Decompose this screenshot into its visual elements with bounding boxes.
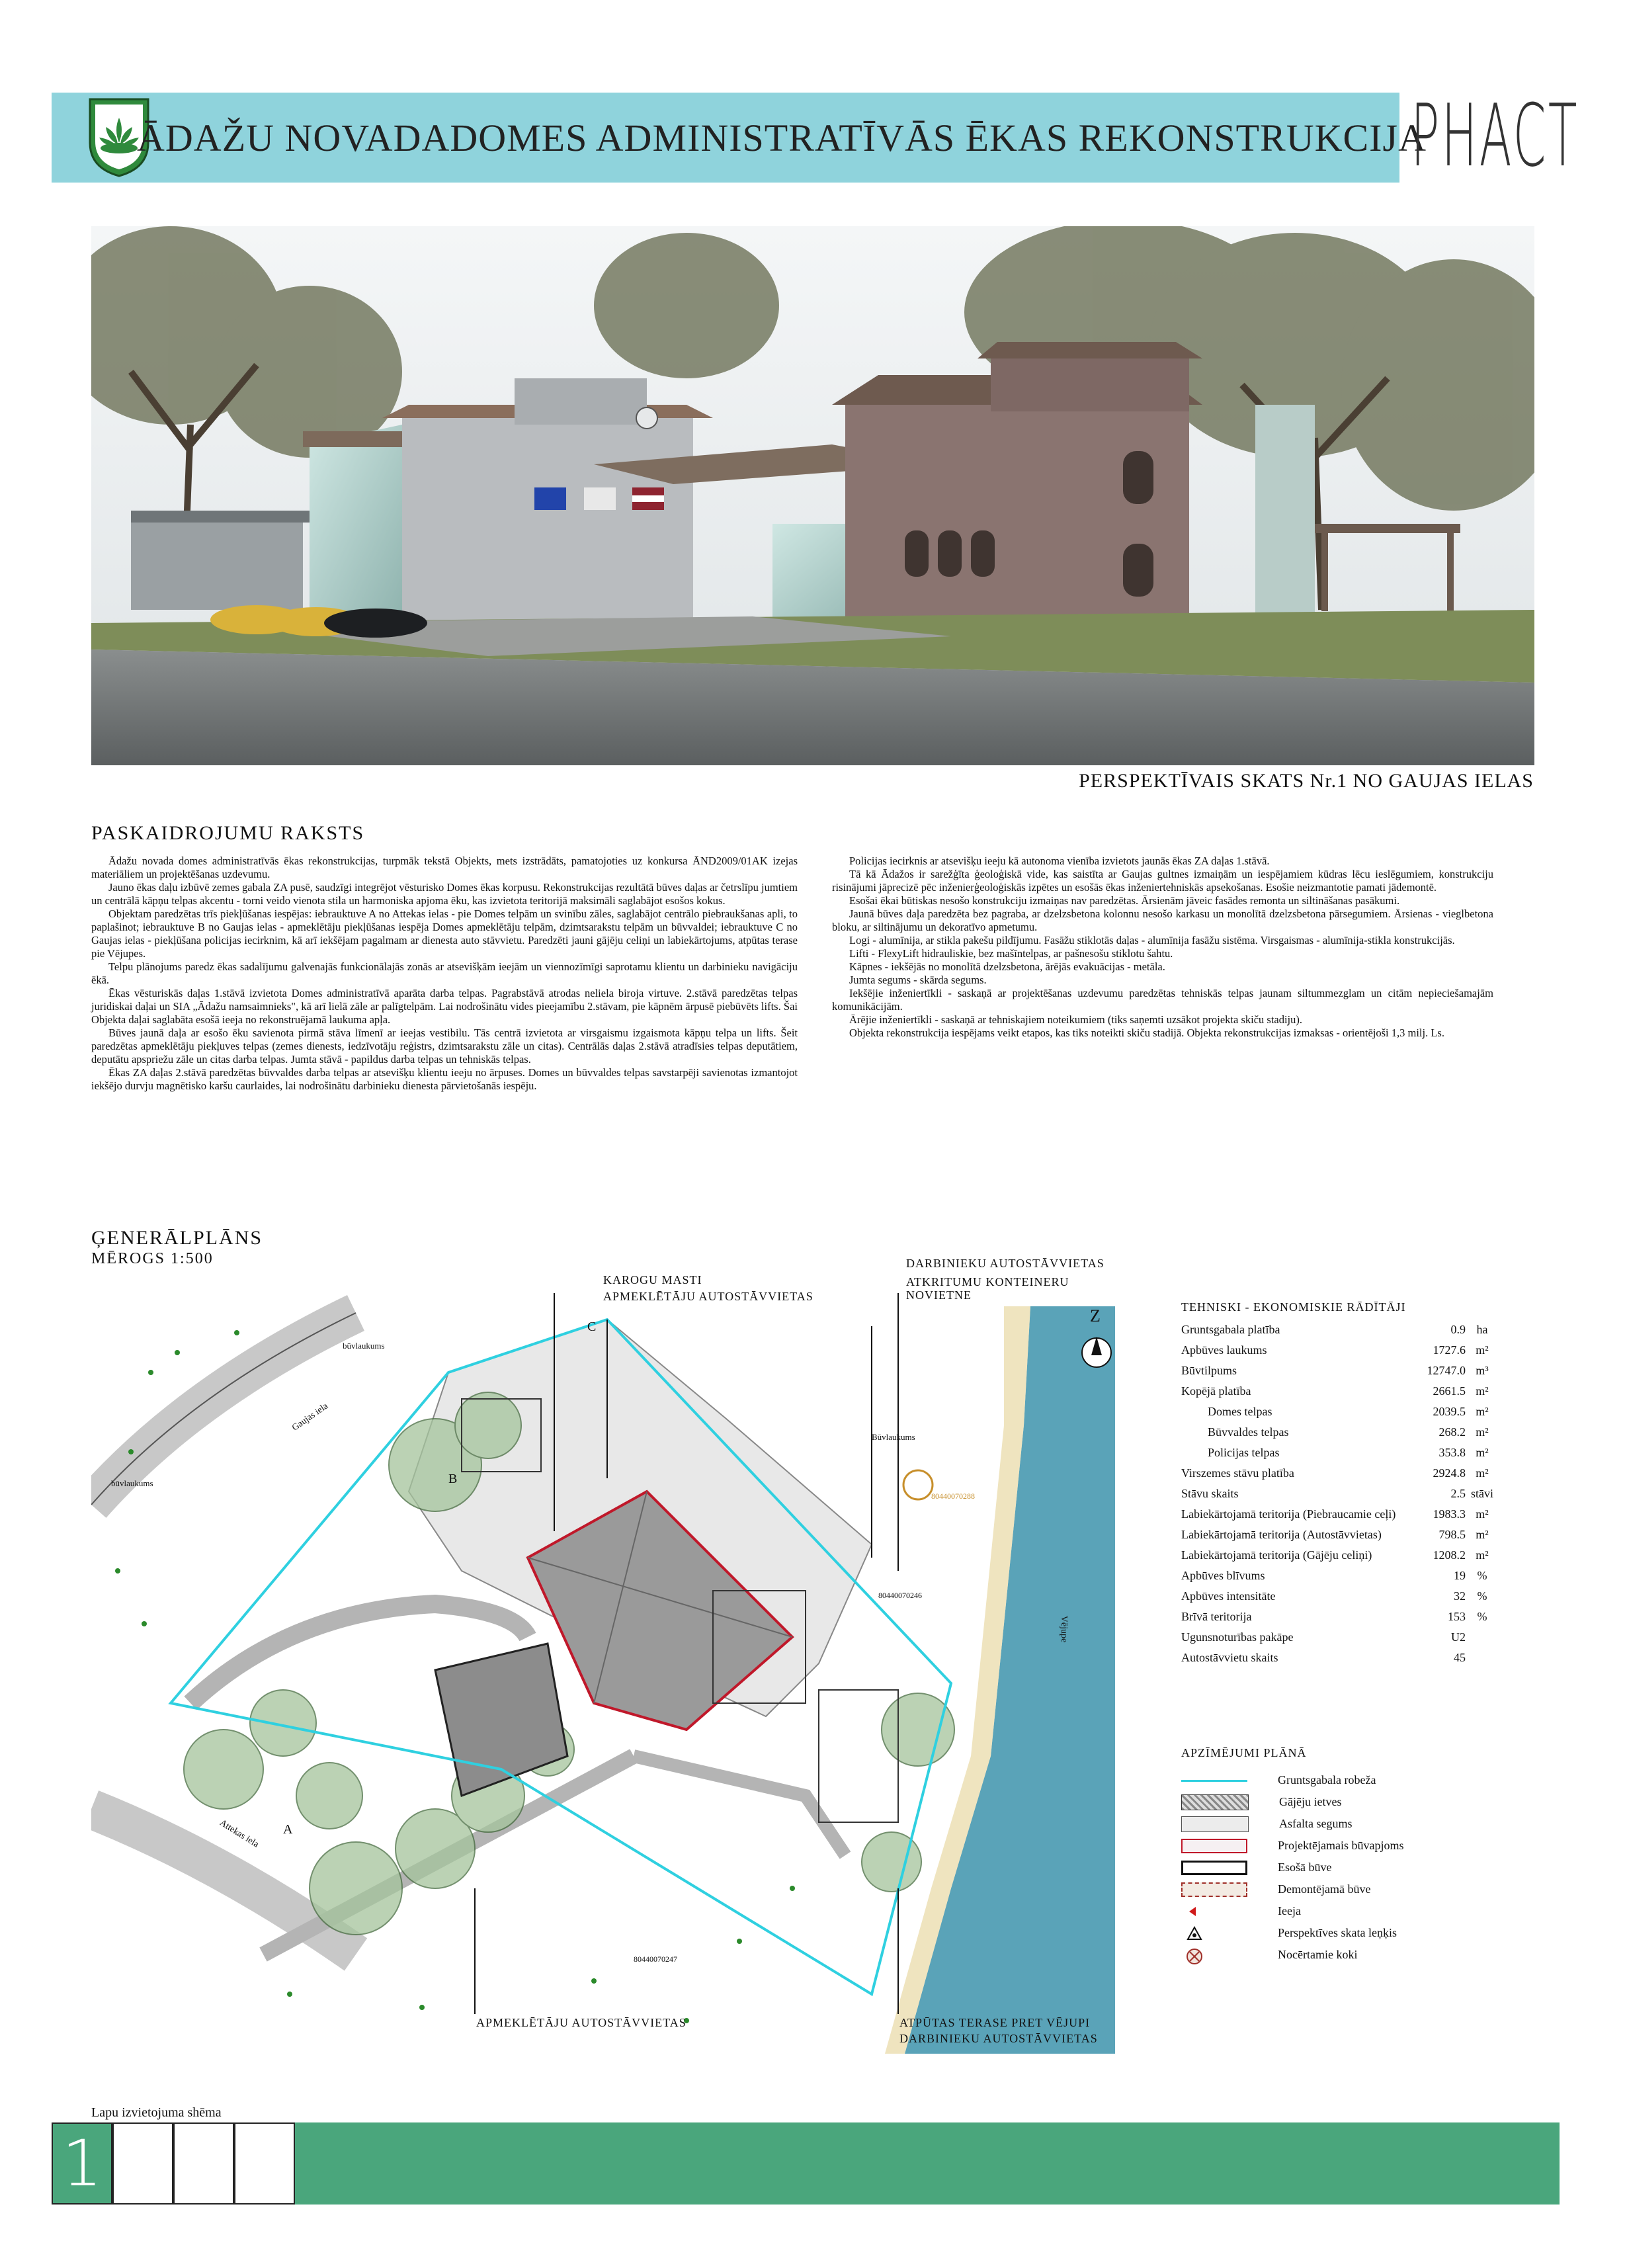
- tech-row-value: 2.5: [1450, 1487, 1466, 1500]
- tech-row: [1181, 1463, 1499, 1484]
- legend-label: Projektējamais būvapjoms: [1278, 1839, 1404, 1852]
- tech-row-unit: m³: [1476, 1364, 1489, 1377]
- callout-waste: ATKRITUMU KONTEINERU: [906, 1275, 1069, 1288]
- tech-row-label: Autostāvvietu skaits: [1181, 1651, 1278, 1664]
- paragraph: Ārējie inženiertīkli - saskaņā ar tehniskajiem noteikumiem (tiks saņemti uzsākot projekta skiču stadiju).: [849, 1013, 1303, 1026]
- title-box: [137, 93, 1427, 183]
- callout-staff-parking: DARBINIEKU AUTOSTĀVVIETAS: [906, 1257, 1104, 1270]
- tech-row-label: Ugunsnoturības pakāpe: [1181, 1630, 1294, 1644]
- callout-visitor-parking: APMEKLĒTĀJU AUTOSTĀVVIETAS: [476, 2016, 687, 2029]
- tech-row-unit: %: [1477, 1610, 1487, 1623]
- tech-row: [1181, 1320, 1499, 1340]
- callout-staff-parking: DARBINIEKU AUTOSTĀVVIETAS: [899, 2032, 1098, 2045]
- buvlaukums-label: Būvlaukums: [872, 1432, 915, 1442]
- tech-row: [1181, 1566, 1499, 1586]
- tech-row-label: Būvvaldes telpas: [1208, 1425, 1289, 1439]
- legend-label: Esošā būve: [1278, 1861, 1332, 1874]
- paragraph: Logi - alumīnija, ar stikla pakešu pildījumu. Fasāžu stiklotās daļas - alumīnija fasāžu sistēma. Virsgaismas - alumīnija-stikla konstrukcijās.: [849, 934, 1455, 946]
- north-label: Z: [1090, 1306, 1101, 1325]
- legend-item: [1181, 1857, 1525, 1878]
- plan-legend: [1181, 1746, 1525, 1966]
- tech-row-label: Apbūves blīvums: [1181, 1569, 1265, 1582]
- tech-row: [1181, 1545, 1499, 1566]
- tech-row-label: Labiekārtojamā teritorija (Piebraucamie ceļi): [1181, 1507, 1396, 1521]
- tech-row-unit: m²: [1476, 1446, 1489, 1459]
- explanation-title: PASKAIDROJUMU RAKSTS: [91, 822, 365, 844]
- river-label: Vējupe: [1059, 1615, 1069, 1643]
- tech-row: [1181, 1340, 1499, 1361]
- plan-title: ĢENERĀLPLĀNS: [91, 1227, 263, 1249]
- legend-label: Nocērtamie koki: [1278, 1948, 1358, 1961]
- tech-row-value: 0.9: [1450, 1323, 1466, 1336]
- tech-row: [1181, 1504, 1499, 1525]
- tech-row: [1181, 1607, 1499, 1627]
- perspective-render: [91, 226, 1534, 765]
- legend-label: Demontējamā būve: [1278, 1882, 1371, 1896]
- tech-row-value: 353.8: [1438, 1446, 1466, 1459]
- callout-terrace: ATPŪTAS TERASE PRET VĒJUPI: [899, 2016, 1091, 2029]
- paragraph: Kāpnes - iekšējās no monolītā dzelzsbetona, ārējās evakuācijas - metāla.: [849, 960, 1165, 973]
- page-layout-scheme: [52, 2122, 300, 2205]
- tech-row: [1181, 1525, 1499, 1545]
- legend-item: [1181, 1878, 1525, 1900]
- legend-item: [1181, 1900, 1525, 1922]
- tech-table: [1181, 1300, 1499, 1668]
- paragraph: Jumta segums - skārda segums.: [849, 974, 987, 986]
- tech-row-value: 2924.8: [1433, 1466, 1466, 1480]
- tech-row-label: Labiekārtojamā teritorija (Autostāvvietas): [1181, 1528, 1382, 1541]
- street-label: Gaujas iela: [290, 1401, 330, 1433]
- tech-row-unit: m²: [1476, 1405, 1489, 1418]
- tech-row-unit: m²: [1476, 1466, 1489, 1480]
- tech-row: [1181, 1402, 1499, 1422]
- paragraph: Policijas iecirknis ar atsevišķu ieeju kā autonoma vienība izvietots jaunās ēkas ZA daļas 1.stāvā.: [849, 855, 1270, 867]
- tech-row: [1181, 1648, 1499, 1668]
- street-label: Attekas iela: [218, 1818, 261, 1850]
- tech-row: [1181, 1627, 1499, 1648]
- tech-row: [1181, 1381, 1499, 1402]
- tech-row-value: 2661.5: [1433, 1384, 1466, 1398]
- legend-item: [1181, 1791, 1525, 1813]
- paragraph: Ēkas vēsturiskās daļas 1.stāvā izvietota Domes administratīvā aparāta darba telpas. Pagrabstāvā atrodas neliela biroja virtuve. 2.stāvā paredzētas telpas juridiskai daļai un SIA „Ādažu namsaimnieks", kā arī lielā zāle ar palīgtelpām. Lai nodrošinātu vides pieejamību 2.stāvam, pie kāpnēm ārpusē piebūvēts lifts. Šai Objekta daļai saglabāta esošā ieeja no rekonstruējamā laukuma apļa.: [91, 987, 798, 1026]
- paragraph: Tā kā Ādažos ir sarežģīta ģeoloģiskā vide, kas saistīta ar Gaujas gultnes izmaiņām un iespējamiem kūdras lēcu ieslēgumiem, konstrukciju risinājumi jāprecizē pēc inženierģeoloģiskās izpētes un esošās ēkas inženiertehniskās apsekošanas. Esošie neizmantotie pamati jādemontē.: [832, 868, 1493, 894]
- access-label: A: [283, 1822, 293, 1837]
- tech-row-label: Stāvu skaits: [1181, 1487, 1239, 1500]
- tech-row-value: 2039.5: [1433, 1405, 1466, 1418]
- page-cell: 1: [52, 2122, 112, 2205]
- legend-label: Ieeja: [1278, 1904, 1301, 1917]
- tech-row-value: 1208.2: [1433, 1548, 1466, 1562]
- brand-text: PHACT: [1410, 85, 1579, 186]
- legend-item: [1181, 1769, 1525, 1791]
- page-title: ĀDAŽU NOVADADOMES ADMINISTRATĪVĀS ĒKAS REKONSTRUKCIJA: [137, 116, 1427, 159]
- tech-row: [1181, 1586, 1499, 1607]
- buvlaukums-label: būvlaukums: [111, 1478, 153, 1488]
- tech-row-unit: m²: [1476, 1528, 1489, 1541]
- cadastre-label: 80440070288: [931, 1491, 975, 1501]
- access-label: B: [448, 1472, 458, 1486]
- tech-row-value: 32: [1454, 1589, 1466, 1603]
- paragraph: Ēkas ZA daļas 2.stāvā paredzētas būvvaldes darba telpas ar atsevišķu klientu ieeju no ārpuses. Domes un būvvaldes telpas savstarpēji savienotas izmantojot iekšējo durvju magnētisko karšu caurlaides, lai nodrošinātu darbinieku dienesta pārvietošanās iespēju.: [91, 1066, 798, 1092]
- paragraph: Esošai ēkai būtiskas nesošo konstrukciju izmaiņas nav paredzētas. Ārsienām jāveic fasādes remonta un siltināšanas pasākumi.: [849, 894, 1400, 907]
- paragraph: Jauno ēkas daļu izbūvē zemes gabala ZA pusē, saudzīgi integrējot vēsturisko Domes ēkas korpusu. Rekonstrukcijas rezultātā būves daļas ar četrslīpu jumtiem un centrālā kāpņu telpas akcentu - torni veido vienota stila un harmoniska apjoma ēku, kas izvietota teritorijā maksimāli saglabājot esošos kokus.: [91, 881, 798, 907]
- hatched-gray-symbol: [1181, 1794, 1249, 1810]
- paragraph: Būves jaunā daļa ar esošo ēku savienota pirmā stāva līmenī ar ieejas vestibilu. Tās centrā izvietota ar virsgaismu izgaismota kāpņu telpa un lifts. Šeit paredzētas apmeklētāju piekļuves telpas (zemes dienests, iedzīvotāju reģistrs, dzimtsarakstu zāle un citas). Centrālās daļas 2.stāvā atradīsies telpas deputātiem, deputātu apspriežu zāle un citas darba telpas. Jumta stāvā - papildus darba telpas un tehniskās telpas.: [91, 1027, 798, 1066]
- tech-row-label: Apbūves laukums: [1181, 1343, 1267, 1357]
- paragraph: Jaunā būves daļa paredzēta bez pagraba, ar dzelzsbetona kolonnu nesošo karkasu un monolītā dzelzsbetona pārsegumiem. Ārsienas - vieglbetona bloku, ar siltinājumu un dekoratīvo apmetumu.: [832, 907, 1493, 933]
- tech-title: TEHNISKI - EKONOMISKIE RĀDĪTĀJI: [1181, 1300, 1406, 1314]
- legend-item: [1181, 1813, 1525, 1835]
- tech-row-label: Domes telpas: [1208, 1405, 1272, 1418]
- red-outline-box-symbol: [1181, 1839, 1247, 1853]
- callout-waste: NOVIETNE: [906, 1288, 972, 1302]
- tech-row-unit: %: [1477, 1589, 1487, 1603]
- legend-title: APZĪMĒJUMI PLĀNĀ: [1181, 1746, 1307, 1759]
- brand-logo: [1410, 79, 1579, 192]
- tech-row: [1181, 1422, 1499, 1443]
- page-cell: [112, 2122, 173, 2205]
- tech-row-value: 1983.3: [1433, 1507, 1466, 1521]
- tech-row-label: Virszemes stāvu platība: [1181, 1466, 1294, 1480]
- page-cell: [234, 2122, 295, 2205]
- tech-row-unit: %: [1477, 1569, 1487, 1582]
- callout-flag-poles: KAROGU MASTI: [603, 1273, 702, 1286]
- tech-row-label: Apbūves intensitāte: [1181, 1589, 1276, 1603]
- plan-scale: MĒROGS 1:500: [91, 1250, 214, 1267]
- light-gray-box-symbol: [1181, 1816, 1249, 1832]
- tech-row-label: Policijas telpas: [1208, 1446, 1280, 1459]
- tech-row-label: Kopējā platība: [1181, 1384, 1251, 1398]
- explanation-left-column: [91, 855, 798, 1093]
- page-cell: [173, 2122, 234, 2205]
- tech-row-value: U2: [1451, 1630, 1466, 1644]
- tech-row-unit: m²: [1476, 1507, 1489, 1521]
- layout-scheme-label: Lapu izvietojuma shēma: [91, 2105, 222, 2120]
- legend-item: [1181, 1944, 1525, 1966]
- tech-row-unit: m²: [1476, 1548, 1489, 1562]
- hero-caption: PERSPEKTĪVAIS SKATS Nr.1 NO GAUJAS IELAS: [1079, 770, 1534, 792]
- tech-row-value: 153: [1448, 1610, 1466, 1623]
- paragraph: Objekta rekonstrukcija iespējams veikt etapos, kas tiks noteikti skiču stadijā. Objekta rekonstrukcijas izmaksas - orientējoši 1,3 milj. Ls.: [849, 1027, 1444, 1039]
- tech-row: [1181, 1484, 1499, 1504]
- tech-row-value: 1727.6: [1433, 1343, 1466, 1357]
- tech-row-unit: stāvi: [1471, 1487, 1493, 1500]
- paragraph: Lifti - FlexyLift hidrauliskie, bez mašīntelpas, ar pašnesošu stiklotu šahtu.: [849, 947, 1173, 960]
- explanation-right-column: [832, 855, 1493, 1040]
- tech-row-value: 268.2: [1438, 1425, 1466, 1439]
- paragraph: Ādažu novada domes administratīvās ēkas rekonstrukcijas, turpmāk tekstā Objekts, mets izstrādāts, pamatojoties uz konkursa ĀND2009/01AK izejas materiāliem un projektēšanas uzdevumu.: [91, 855, 798, 880]
- cadastre-label: 80440070247: [634, 1954, 677, 1964]
- tech-row: [1181, 1443, 1499, 1463]
- view-angle-icon: [1181, 1926, 1247, 1941]
- legend-item: [1181, 1835, 1525, 1857]
- black-outline-box-symbol: [1181, 1861, 1247, 1875]
- legend-item: [1181, 1922, 1525, 1944]
- dashed-red-box-symbol: [1181, 1882, 1247, 1897]
- legend-label: Asfalta segums: [1279, 1817, 1353, 1830]
- tech-row-label: Būvtilpums: [1181, 1364, 1237, 1377]
- legend-label: Gājēju ietves: [1279, 1795, 1342, 1808]
- tech-row: [1181, 1361, 1499, 1381]
- tech-row-value: 45: [1454, 1651, 1466, 1664]
- legend-label: Gruntsgabala robeža: [1278, 1773, 1376, 1786]
- cyan-line-symbol: [1181, 1773, 1247, 1788]
- tech-row-unit: m²: [1476, 1425, 1489, 1439]
- cadastre-label: 80440070246: [878, 1591, 922, 1600]
- tech-row-label: Brīvā teritorija: [1181, 1610, 1252, 1623]
- paragraph: Iekšējie inženiertīkli - saskaņā ar projektēšanas uzdevumu paredzētas tehniskās telpas jaunam siltummezglam un citām nepieciešamajām komunikācijām.: [832, 987, 1493, 1013]
- paragraph: Telpu plānojums paredz ēkas sadalījumu galvenajās funkcionālajās zonās ar atsevišķām ieejām un viennozīmīgi saprotamu klientu un darbinieku navigāciju ēkā.: [91, 960, 798, 986]
- tech-row-value: 19: [1454, 1569, 1466, 1582]
- tech-row-label: Labiekārtojamā teritorija (Gājēju celiņi): [1181, 1548, 1372, 1562]
- buvlaukums-label: būvlaukums: [343, 1341, 385, 1351]
- red-triangle-icon: [1181, 1904, 1247, 1919]
- tech-row-value: 12747.0: [1427, 1364, 1466, 1377]
- tech-row-label: Gruntsgabala platība: [1181, 1323, 1280, 1336]
- tech-rows: [1181, 1320, 1499, 1668]
- access-label: C: [587, 1320, 597, 1334]
- tech-row-unit: m²: [1476, 1343, 1489, 1357]
- tech-row-value: 798.5: [1438, 1528, 1466, 1541]
- tech-row-unit: m²: [1476, 1384, 1489, 1398]
- site-plan: [91, 1293, 1115, 2054]
- tree-cross-icon: [1181, 1948, 1247, 1962]
- paragraph: Objektam paredzētas trīs piekļūšanas iespējas: iebrauktuve A no Attekas ielas - pie Domes telpām un svinību zāles, saglabājot centrālo piebraukšanas apli, to paplašinot; iebrauktuve B no Gaujas ielas - apmeklētāju piekļūšanas iespēja Domes apmeklētāju telpām, dzimtsarakstu telpām un būvvaldei; iebrauktuve C no Gaujas ielas - piekļūšana policijas iecirknim, kā arī iekšējam pagalmam ar dienesta auto stāvvietu. Paredzēti jauni gājēju celiņi un labiekārtojums, atpūtas terase pie Vējupes.: [91, 907, 798, 960]
- legend-label: Perspektīves skata leņķis: [1278, 1926, 1397, 1939]
- callout-visitor-parking: APMEKLĒTĀJU AUTOSTĀVVIETAS: [603, 1290, 813, 1303]
- tech-row-unit: ha: [1476, 1323, 1488, 1336]
